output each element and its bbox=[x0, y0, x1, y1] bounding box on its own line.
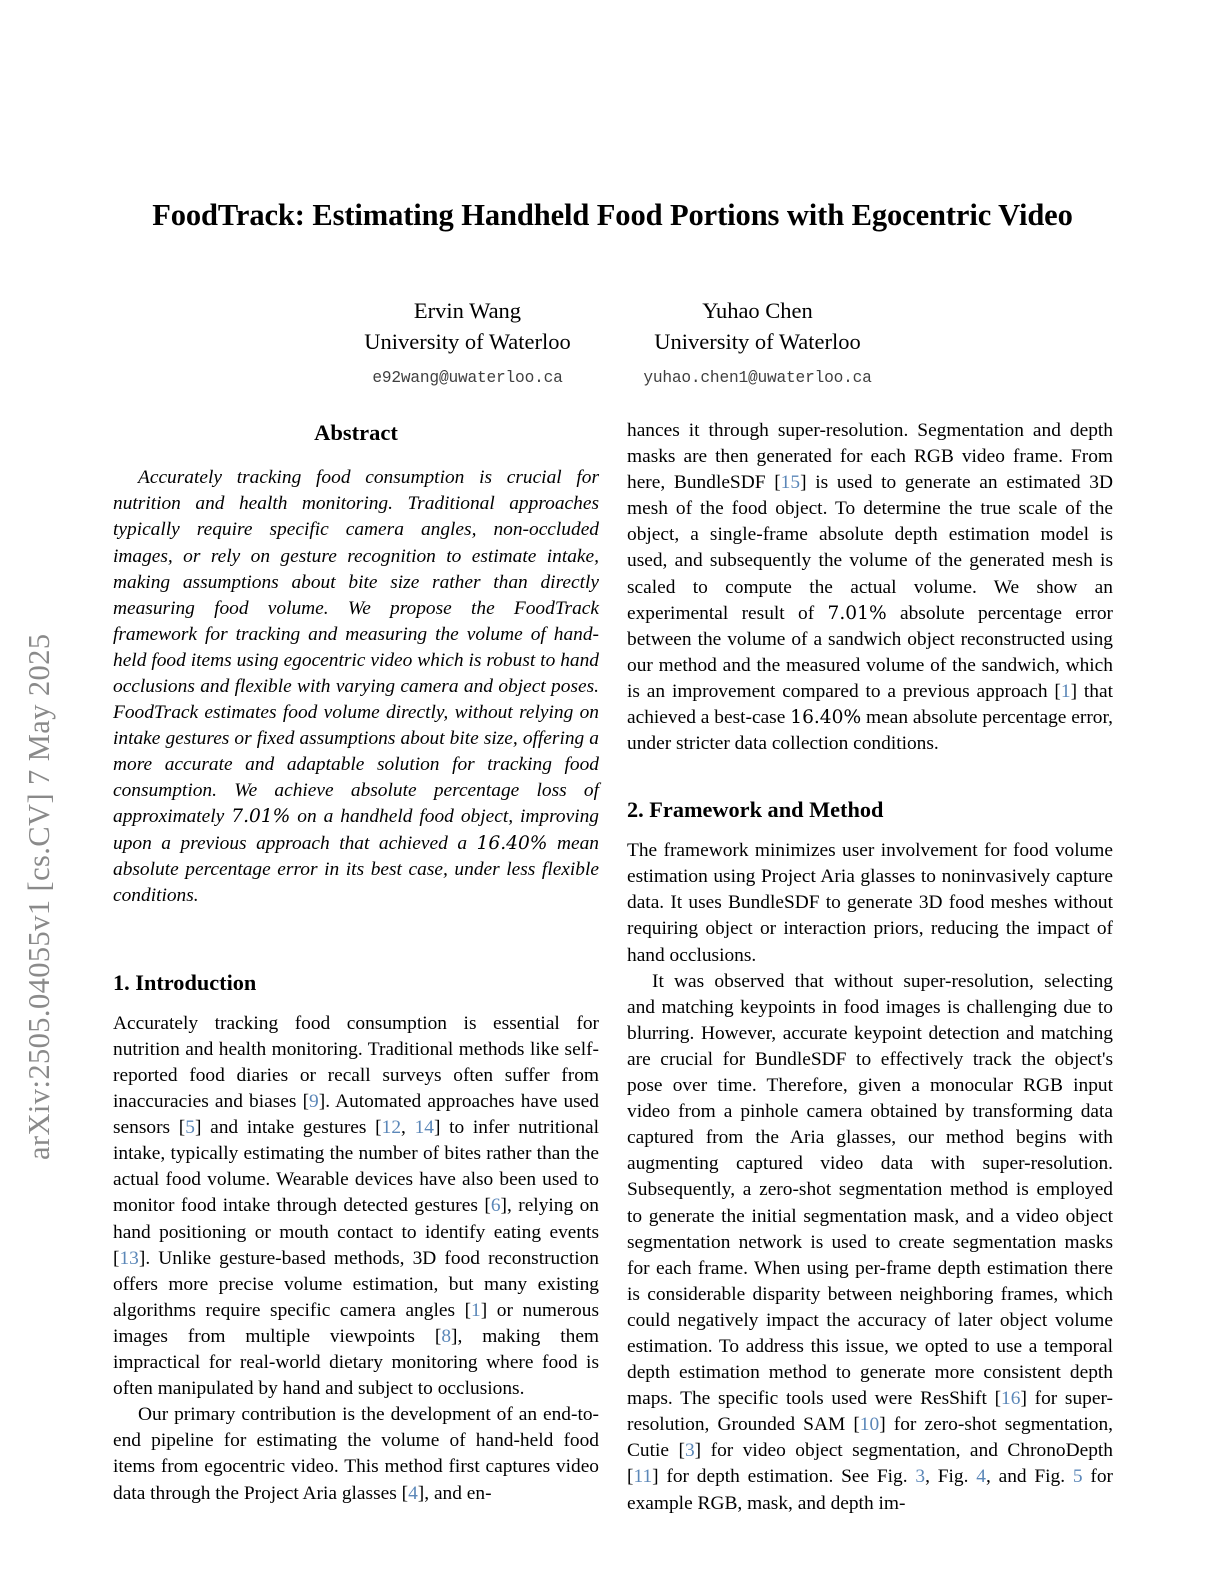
figure-link[interactable]: 5 bbox=[1072, 1466, 1083, 1488]
numeric-value: 7.01% bbox=[231, 806, 291, 828]
author-entry bbox=[613, 296, 903, 387]
citation-link[interactable]: 6 bbox=[490, 1195, 501, 1217]
citation-link[interactable]: 3 bbox=[684, 1440, 695, 1462]
citation-link[interactable]: 15 bbox=[780, 472, 801, 494]
citation-link[interactable]: 8 bbox=[441, 1325, 452, 1347]
arxiv-stamp-text: arXiv:2505.04055v1 [cs.CV] 7 May 2025 bbox=[21, 633, 56, 1160]
paper-header bbox=[113, 196, 1112, 387]
author-email[interactable]: e92wang@uwaterloo.ca bbox=[372, 368, 563, 387]
figure-link[interactable]: 4 bbox=[976, 1466, 986, 1488]
author-name: Ervin Wang bbox=[413, 298, 522, 324]
paragraph: hances it through super-resolution. Segmentation and depth masks are then generated for each RGB video frame. From here, BundleSDF [15] is used to generate an estimated 3D mesh of the food object. To determine the true scale of the object, a single-frame absolute depth estimation model is used, and subsequently the volume of the generated mesh is scaled to compute the actual volume. We show an experimental result of 7.01% absolute percentage error between the volume of a sandwich object reconstructed using our method and the measured volume of the sandwich, which is an improvement compared to a previous approach [1] that achieved a best-case 16.40% mean absolute percentage error, under stricter data collection conditions. bbox=[627, 420, 1114, 755]
numeric-value: 16.40% bbox=[790, 707, 862, 729]
numeric-value: 7.01% bbox=[827, 602, 887, 624]
page-title: FoodTrack: Estimating Handheld Food Portions with Egocentric Video bbox=[152, 198, 1073, 232]
citation-link[interactable]: 14 bbox=[414, 1117, 434, 1139]
citation-link[interactable]: 9 bbox=[309, 1091, 319, 1113]
abstract-body bbox=[113, 465, 599, 909]
citation-link[interactable]: 1 bbox=[1060, 680, 1071, 702]
author-name: Yuhao Chen bbox=[702, 298, 813, 324]
author-affiliation: University of Waterloo bbox=[654, 328, 861, 354]
citation-link[interactable]: 10 bbox=[859, 1414, 880, 1436]
author-entry bbox=[323, 296, 613, 387]
citation-link[interactable]: 13 bbox=[119, 1247, 139, 1269]
abstract-heading: Abstract bbox=[314, 420, 398, 445]
author-block bbox=[113, 296, 1112, 387]
paragraph: It was observed that without super-resolution, selecting and matching keypoints in food images is challenging due to blurring. However, accurate keypoint detection and matching are crucial for BundleSDF to effectively track the object's pose over time. Therefore, given a monocular RGB input video from a pinhole camera obtained by transforming data captured from the Aria glasses, our method begins with augmenting captured video data with super-resolution. Subsequently, a zero-shot segmentation method is employed to generate the initial segmentation mask, and a video object segmentation network is used to create segmentation masks for each frame. When using per-frame depth estimation there is considerable disparity between neighboring frames, which could negatively impact the accuracy of later object volume estimation. To address this issue, we opted to use a temporal depth estimation method to generate more consistent depth maps. The specific tools used were ResShift [16] for super-resolution, Grounded SAM [10] for zero-shot segmentation, Cutie [3] for video object segmentation, and ChronoDepth [11] for depth estimation. See Fig. 3, Fig. 4, and Fig. 5 for example RGB, mask, and depth im- bbox=[627, 970, 1113, 1514]
citation-link[interactable]: 1 bbox=[471, 1299, 481, 1321]
citation-link[interactable]: 11 bbox=[633, 1466, 653, 1488]
paragraph: Our primary contribution is the development of an end-to-end pipeline for estimating the volume of hand-held food items from egocentric video. This method first captures video data through the Project Aria glasses [4], and en- bbox=[113, 1404, 599, 1504]
citation-link[interactable]: 4 bbox=[408, 1482, 418, 1504]
section-heading-introduction: 1. Introduction bbox=[113, 969, 257, 995]
right-column bbox=[627, 418, 1113, 1517]
arxiv-stamp bbox=[0, 0, 78, 1584]
paragraph: Accurately tracking food consumption is essential for nutrition and health monitoring. Traditional methods like self-reported food diaries or recall surveys often suffer from inaccuracies and biases [9]. Automated approaches have used sensors [5] and intake gestures [12, 14] to infer nutritional intake, typically estimating the number of bites rather than the actual food volume. Wearable devices have also been used to monitor food intake through detected gestures [6], relying on hand positioning or mouth contact to identify eating events [13]. Unlike gesture-based methods, 3D food reconstruction offers more precise volume estimation, but many existing algorithms require specific camera angles [1] or numerous images from multiple viewpoints [8], making them impractical for real-world dietary monitoring where food is often manipulated by hand and subject to occlusions. bbox=[113, 1012, 600, 1400]
figure-link[interactable]: 3 bbox=[915, 1466, 926, 1488]
paragraph: The framework minimizes user involvement for food volume estimation using Project Aria glasses to noninvasively capture data. It uses BundleSDF to generate 3D food meshes without requiring object or interaction priors, reducing the impact of hand occlusions. bbox=[627, 840, 1113, 966]
citation-link[interactable]: 5 bbox=[185, 1117, 195, 1139]
citation-link[interactable]: 16 bbox=[1001, 1388, 1021, 1410]
left-column bbox=[113, 418, 599, 1507]
section-heading-framework: 2. Framework and Method bbox=[627, 797, 884, 823]
author-email[interactable]: yuhao.chen1@uwaterloo.ca bbox=[643, 368, 872, 387]
citation-link[interactable]: 12 bbox=[381, 1117, 402, 1139]
abstract-paragraph: Accurately tracking food consumption is crucial for nutrition and health monitoring. Traditional approaches typically require specific camera angles, non-occluded images, or rely on gesture recognition to estimate intake, making assumptions about bite size rather than directly measuring food volume. We propose the FoodTrack framework for tracking and measuring the volume of hand-held food items using egocentric video which is robust to hand occlusions and flexible with varying camera and object poses. FoodTrack estimates food volume directly, without relying on intake gestures or fixed assumptions about bite size, offering a more accurate and adaptable solution for tracking food consumption. We achieve absolute percentage loss of approximately 7.01% on a handheld food object, improving upon a previous approach that achieved a 16.40% mean absolute percentage error in its best case, under less flexible conditions. bbox=[113, 467, 599, 906]
author-affiliation: University of Waterloo bbox=[364, 328, 571, 354]
numeric-value: 16.40% bbox=[476, 832, 548, 854]
